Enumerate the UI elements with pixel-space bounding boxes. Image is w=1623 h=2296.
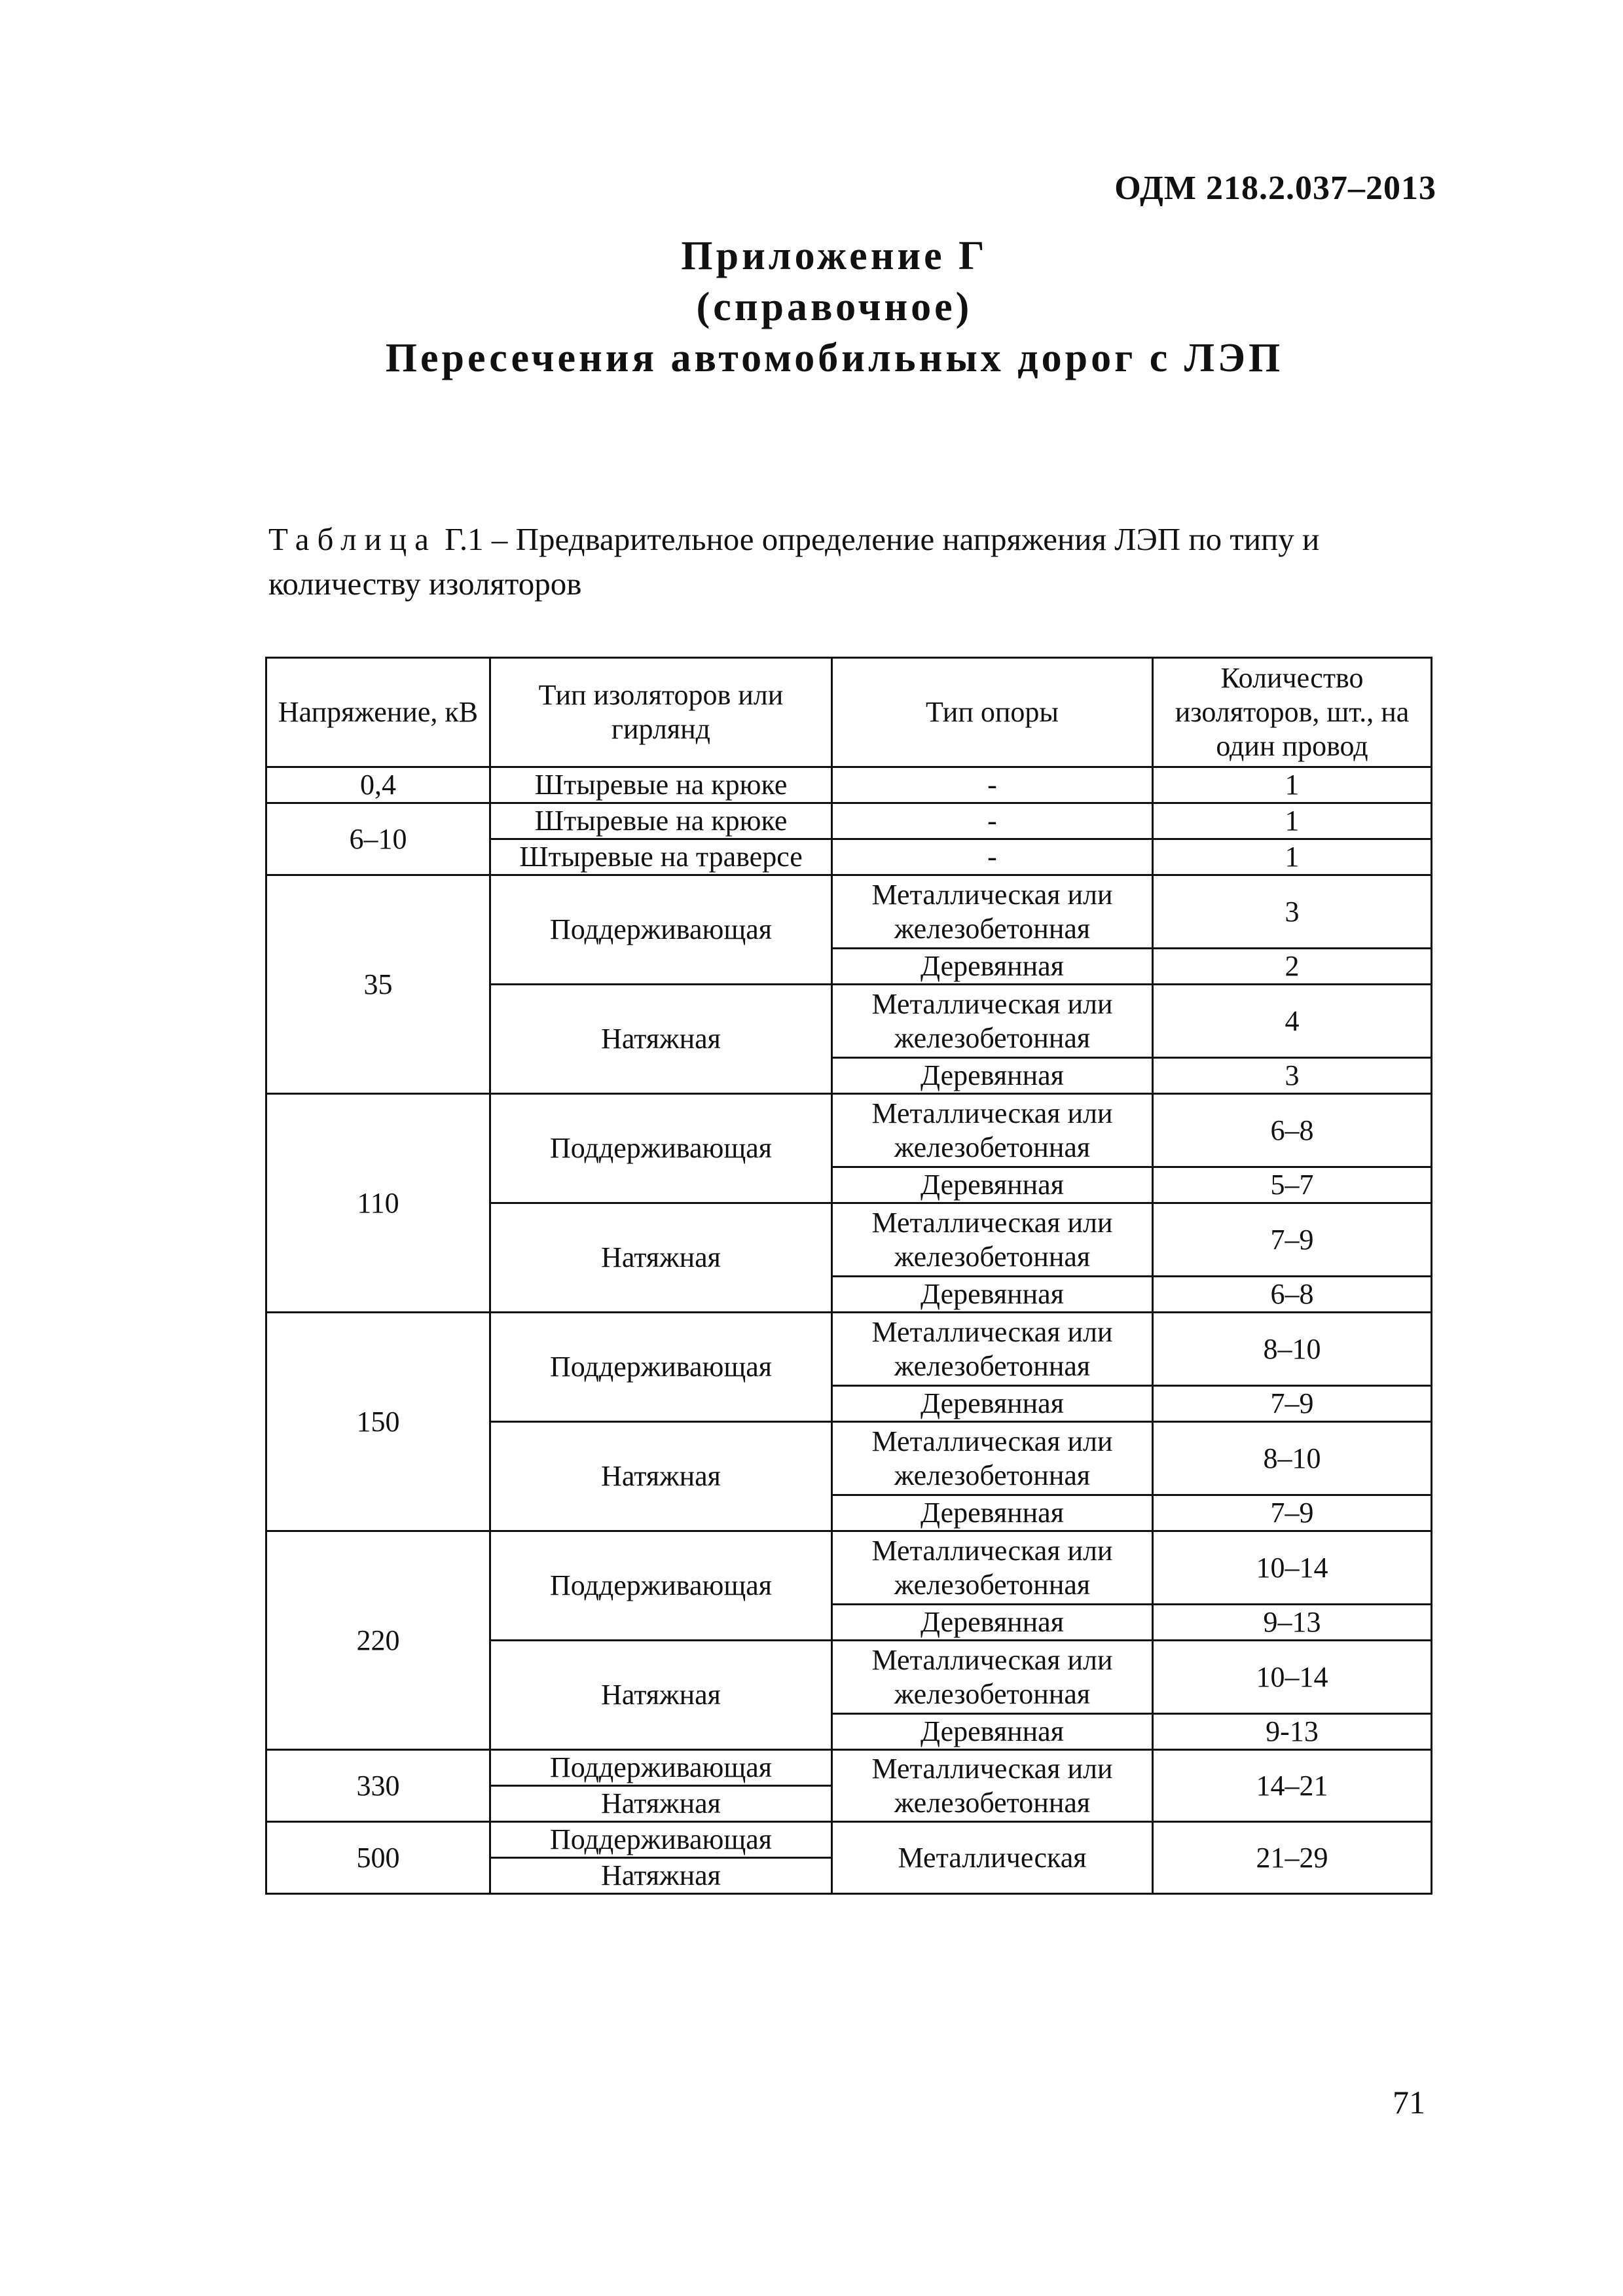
support-type-cell: Металлическая или железобетонная	[832, 875, 1153, 949]
insulator-type-cell: Поддерживающая	[490, 1531, 832, 1641]
insulator-type-cell: Натяжная	[490, 1858, 832, 1894]
voltage-cell: 35	[266, 875, 490, 1094]
support-type-cell: Деревянная	[832, 1167, 1153, 1203]
support-type-cell: Деревянная	[832, 1277, 1153, 1313]
appendix-title-line3: Пересечения автомобильных дорог с ЛЭП	[385, 336, 1284, 380]
insulator-type-cell: Поддерживающая	[490, 1094, 832, 1203]
count-cell: 10–14	[1153, 1641, 1432, 1714]
appendix-title	[0, 230, 1623, 384]
count-cell: 1	[1153, 767, 1432, 803]
count-cell: 6–8	[1153, 1094, 1432, 1167]
count-cell: 21–29	[1153, 1822, 1432, 1894]
appendix-title-line2: (справочное)	[696, 285, 973, 329]
table-row	[266, 1531, 1432, 1605]
table-caption-label: Таблица	[268, 521, 437, 557]
count-cell: 10–14	[1153, 1531, 1432, 1605]
count-cell: 9-13	[1153, 1714, 1432, 1750]
count-cell: 1	[1153, 839, 1432, 875]
table-header-row	[266, 658, 1432, 767]
table-row	[266, 1094, 1432, 1167]
voltage-cell: 110	[266, 1094, 490, 1313]
table-row	[266, 1313, 1432, 1386]
voltage-cell: 330	[266, 1750, 490, 1822]
voltage-cell: 150	[266, 1313, 490, 1531]
insulator-type-cell: Штыревые на крюке	[490, 803, 832, 839]
document-code: ОДМ 218.2.037–2013	[1114, 170, 1436, 207]
insulator-type-cell: Натяжная	[490, 1641, 832, 1750]
count-cell: 5–7	[1153, 1167, 1432, 1203]
support-type-cell: Металлическая или железобетонная	[832, 1422, 1153, 1495]
support-type-cell: Деревянная	[832, 1058, 1153, 1094]
insulator-type-cell: Поддерживающая	[490, 875, 832, 985]
support-type-cell: -	[832, 803, 1153, 839]
support-type-cell: Деревянная	[832, 1495, 1153, 1531]
insulator-type-cell: Поддерживающая	[490, 1750, 832, 1786]
table-row	[266, 875, 1432, 949]
voltage-cell: 0,4	[266, 767, 490, 803]
header-voltage: Напряжение, кВ	[266, 658, 490, 767]
insulator-type-cell: Натяжная	[490, 1203, 832, 1313]
support-type-cell: Металлическая	[832, 1822, 1153, 1894]
header-insulator-type: Тип изоляторов или гирлянд	[490, 658, 832, 767]
table-row	[266, 1822, 1432, 1858]
insulator-table	[265, 657, 1432, 1895]
table-row	[266, 767, 1432, 803]
support-type-cell: Деревянная	[832, 949, 1153, 985]
support-type-cell: Металлическая или железобетонная	[832, 1531, 1153, 1605]
table-row	[266, 1750, 1432, 1786]
count-cell: 8–10	[1153, 1422, 1432, 1495]
support-type-cell: Металлическая или железобетонная	[832, 1313, 1153, 1386]
appendix-title-line1: Приложение Г	[681, 234, 988, 278]
voltage-cell: 6–10	[266, 803, 490, 875]
insulator-type-cell: Штыревые на траверсе	[490, 839, 832, 875]
support-type-cell: Деревянная	[832, 1605, 1153, 1641]
table-row	[266, 803, 1432, 839]
count-cell: 9–13	[1153, 1605, 1432, 1641]
insulator-type-cell: Поддерживающая	[490, 1822, 832, 1858]
header-insulator-count: Количество изоляторов, шт., на один провод	[1153, 658, 1432, 767]
count-cell: 2	[1153, 949, 1432, 985]
count-cell: 1	[1153, 803, 1432, 839]
count-cell: 8–10	[1153, 1313, 1432, 1386]
insulator-type-cell: Штыревые на крюке	[490, 767, 832, 803]
table-caption-number: Г.1	[445, 521, 484, 557]
count-cell: 6–8	[1153, 1277, 1432, 1313]
page-number: 71	[1393, 2084, 1425, 2121]
table-caption	[268, 517, 1447, 606]
voltage-cell: 220	[266, 1531, 490, 1750]
count-cell: 14–21	[1153, 1750, 1432, 1822]
insulator-type-cell: Натяжная	[490, 1786, 832, 1822]
support-type-cell: Деревянная	[832, 1714, 1153, 1750]
support-type-cell: -	[832, 767, 1153, 803]
support-type-cell: Металлическая или железобетонная	[832, 1641, 1153, 1714]
count-cell: 3	[1153, 875, 1432, 949]
count-cell: 4	[1153, 985, 1432, 1058]
support-type-cell: Металлическая или железобетонная	[832, 985, 1153, 1058]
insulator-type-cell: Натяжная	[490, 1422, 832, 1531]
support-type-cell: -	[832, 839, 1153, 875]
table-caption-text: – Предварительное определение напряжения ЛЭП по типу и количеству изоляторов	[268, 521, 1320, 602]
insulator-type-cell: Поддерживающая	[490, 1313, 832, 1422]
count-cell: 7–9	[1153, 1386, 1432, 1422]
support-type-cell: Металлическая или железобетонная	[832, 1750, 1153, 1822]
count-cell: 7–9	[1153, 1203, 1432, 1277]
voltage-cell: 500	[266, 1822, 490, 1894]
header-support-type: Тип опоры	[832, 658, 1153, 767]
count-cell: 7–9	[1153, 1495, 1432, 1531]
support-type-cell: Деревянная	[832, 1386, 1153, 1422]
support-type-cell: Металлическая или железобетонная	[832, 1094, 1153, 1167]
support-type-cell: Металлическая или железобетонная	[832, 1203, 1153, 1277]
count-cell: 3	[1153, 1058, 1432, 1094]
insulator-type-cell: Натяжная	[490, 985, 832, 1094]
